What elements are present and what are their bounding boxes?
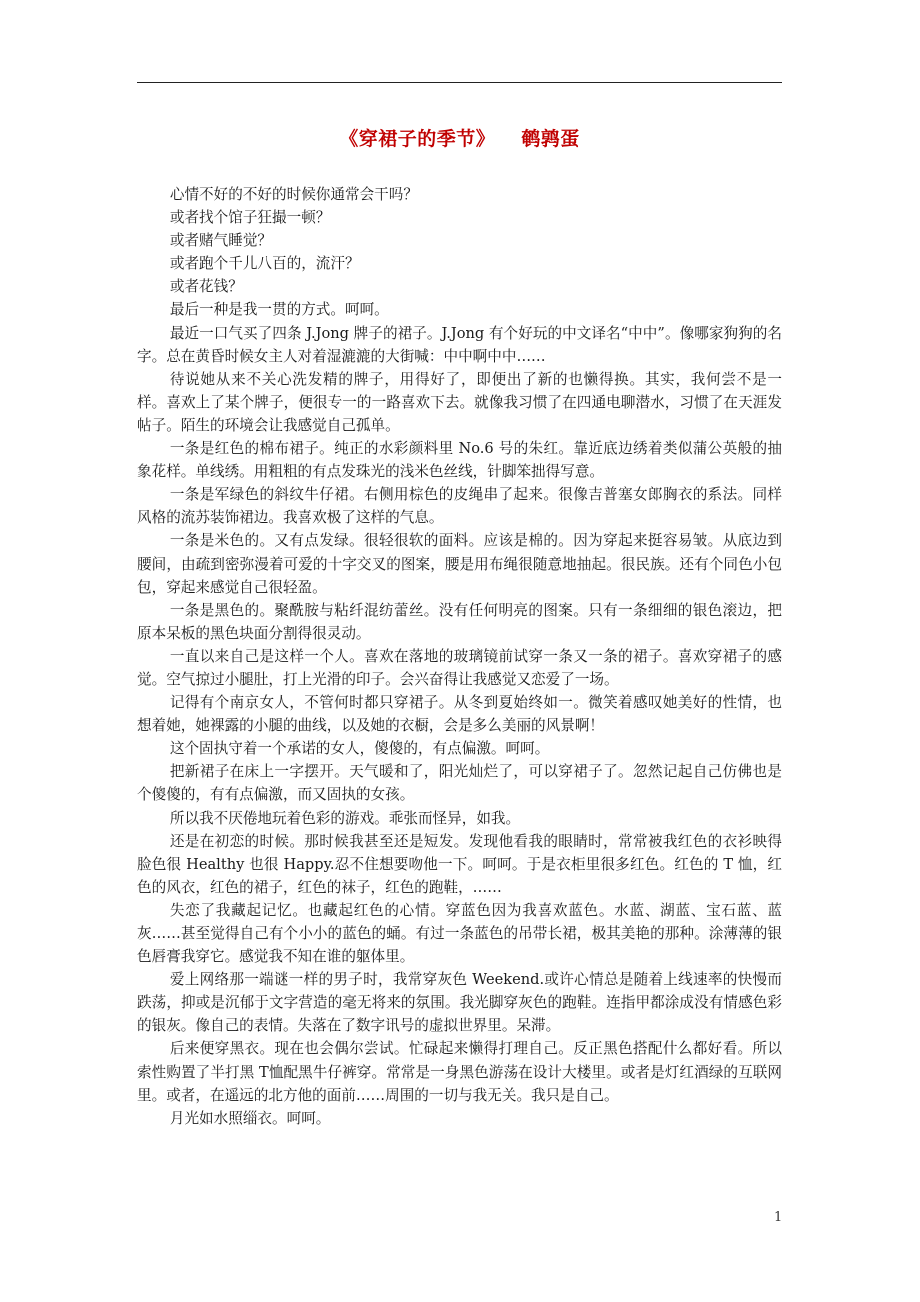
paragraph: 月光如水照缁衣。呵呵。 xyxy=(169,1109,331,1127)
paragraph: 还是在初恋的时候。那时候我甚至还是短发。发现他看我的眼睛时，常常被我红色的衣衫映得脸色很 Healthy 也很 Happy.忍不住想要吻他一下。呵呵。于是衣柜里很多红色。红色的 T 恤，红色的风衣，红色的裙子，红色的袜子，红色的跑鞋，…… xyxy=(137,832,782,896)
document-title xyxy=(137,124,782,151)
paragraph: 一条是红色的棉布裙子。纯正的水彩颜料里 No.6 号的朱红。靠近底边绣着类似蒲公英般的抽象花样。单线绣。用粗粗的有点发珠光的浅米色丝线，针脚笨拙得写意。 xyxy=(137,440,782,481)
paragraph: 后来便穿黑衣。现在也会偶尔尝试。忙碌起来懒得打理自己。反正黑色搭配什么都好看。所以索性购置了半打黑 T恤配黑牛仔裤穿。常常是一身黑色游荡在设计大楼里。或者是灯红酒绿的互联网里。或者，在遥远的北方他的面前……周围的一切与我无关。我只是自己。 xyxy=(137,1040,782,1104)
paragraph: 这个固执守着一个承诺的女人，傻傻的，有点偏激。呵呵。 xyxy=(169,740,550,758)
paragraph: 或者跑个千儿八百的，流汗？ xyxy=(169,255,360,273)
paragraph: 或者花钱？ xyxy=(169,278,243,296)
paragraph: 失恋了我藏起记忆。也藏起红色的心情。穿蓝色因为我喜欢蓝色。水蓝、湖蓝、宝石蓝、蓝灰……甚至觉得自己有个小小的蓝色的蛹。有过一条蓝色的吊带长裙，极其美艳的那种。涂薄薄的银色唇膏我穿它。感觉我不知在谁的躯体里。 xyxy=(137,901,782,966)
paragraph: 把新裙子在床上一字摆开。天气暖和了，阳光灿烂了，可以穿裙子了。忽然记起自己仿佛也是个傻傻的，有有点偏激，而又固执的女孩。 xyxy=(137,763,782,804)
paragraph: 或者赌气睡觉？ xyxy=(169,232,273,250)
paragraph: 最近一口气买了四条 J.Jong 牌子的裙子。J.Jong 有个好玩的中文译名“中中”。像哪家狗狗的名字。总在黄昏时候女主人对着湿漉漉的大街喊：中中啊中中…… xyxy=(137,324,782,365)
paragraph: 待说她从来不关心洗发精的牌子，用得好了，即便出了新的也懒得换。其实，我何尝不是一样。喜欢上了某个牌子，便很专一的一路喜欢下去。就像我习惯了在四通电聊潜水，习惯了在天涯发帖子。陌生的环境会让我感觉自己孤单。 xyxy=(137,370,782,434)
paragraph: 一条是黑色的。聚酰胺与粘纤混纺蕾丝。没有任何明亮的图案。只有一条细细的银色滚边，把原本呆板的黑色块面分割得很灵动。 xyxy=(137,601,782,642)
paragraph: 心情不好的不好的时候你通常会干吗？ xyxy=(169,186,418,203)
article-body xyxy=(137,183,782,1130)
paragraph: 爱上网络那一端谜一样的男子时，我常穿灰色 Weekend.或许心情总是随着上线速率的快慢而跌荡，抑或是沉郁于文字营造的毫无将来的氛围。我光脚穿灰色的跑鞋。连指甲都涂成没有情感色彩的银灰。像自己的表情。失落在了数字讯号的虚拟世界里。呆滞。 xyxy=(137,971,782,1035)
header-rule xyxy=(137,82,782,83)
paragraph: 最后一种是我一贯的方式。呵呵。 xyxy=(169,301,389,319)
title-text: 《穿裙子的季节》 xyxy=(339,128,496,150)
paragraph: 一条是米色的。又有点发绿。很轻很软的面料。应该是棉的。因为穿起来挺容易皱。从底边到腰间，由疏到密弥漫着可爱的十字交叉的图案，腰是用布绳很随意地抽起。很民族。还有个同色小包包，穿起来感觉自己很轻盈。 xyxy=(137,532,782,596)
paragraph: 或者找个馆子狂撮一顿？ xyxy=(169,209,331,227)
page-number: 1 xyxy=(774,1210,783,1225)
paragraph: 所以我不厌倦地玩着色彩的游戏。乖张而怪异，如我。 xyxy=(169,809,521,827)
paragraph: 一直以来自己是这样一个人。喜欢在落地的玻璃镜前试穿一条又一条的裙子。喜欢穿裙子的感觉。空气掠过小腿肚，打上光滑的印子。会兴奋得让我感觉又恋爱了一场。 xyxy=(137,647,782,688)
paragraph: 记得有个南京女人，不管何时都只穿裙子。从冬到夏始终如一。微笑着感叹她美好的性情，也想着她，她裸露的小腿的曲线，以及她的衣橱，会是多么美丽的风景啊！ xyxy=(137,694,782,735)
paragraph: 一条是军绿色的斜纹牛仔裙。右侧用棕色的皮绳串了起来。很像吉普塞女郎胸衣的系法。同样风格的流苏装饰裙边。我喜欢极了这样的气息。 xyxy=(137,486,782,527)
author-name: 鹌鹑蛋 xyxy=(521,128,580,150)
